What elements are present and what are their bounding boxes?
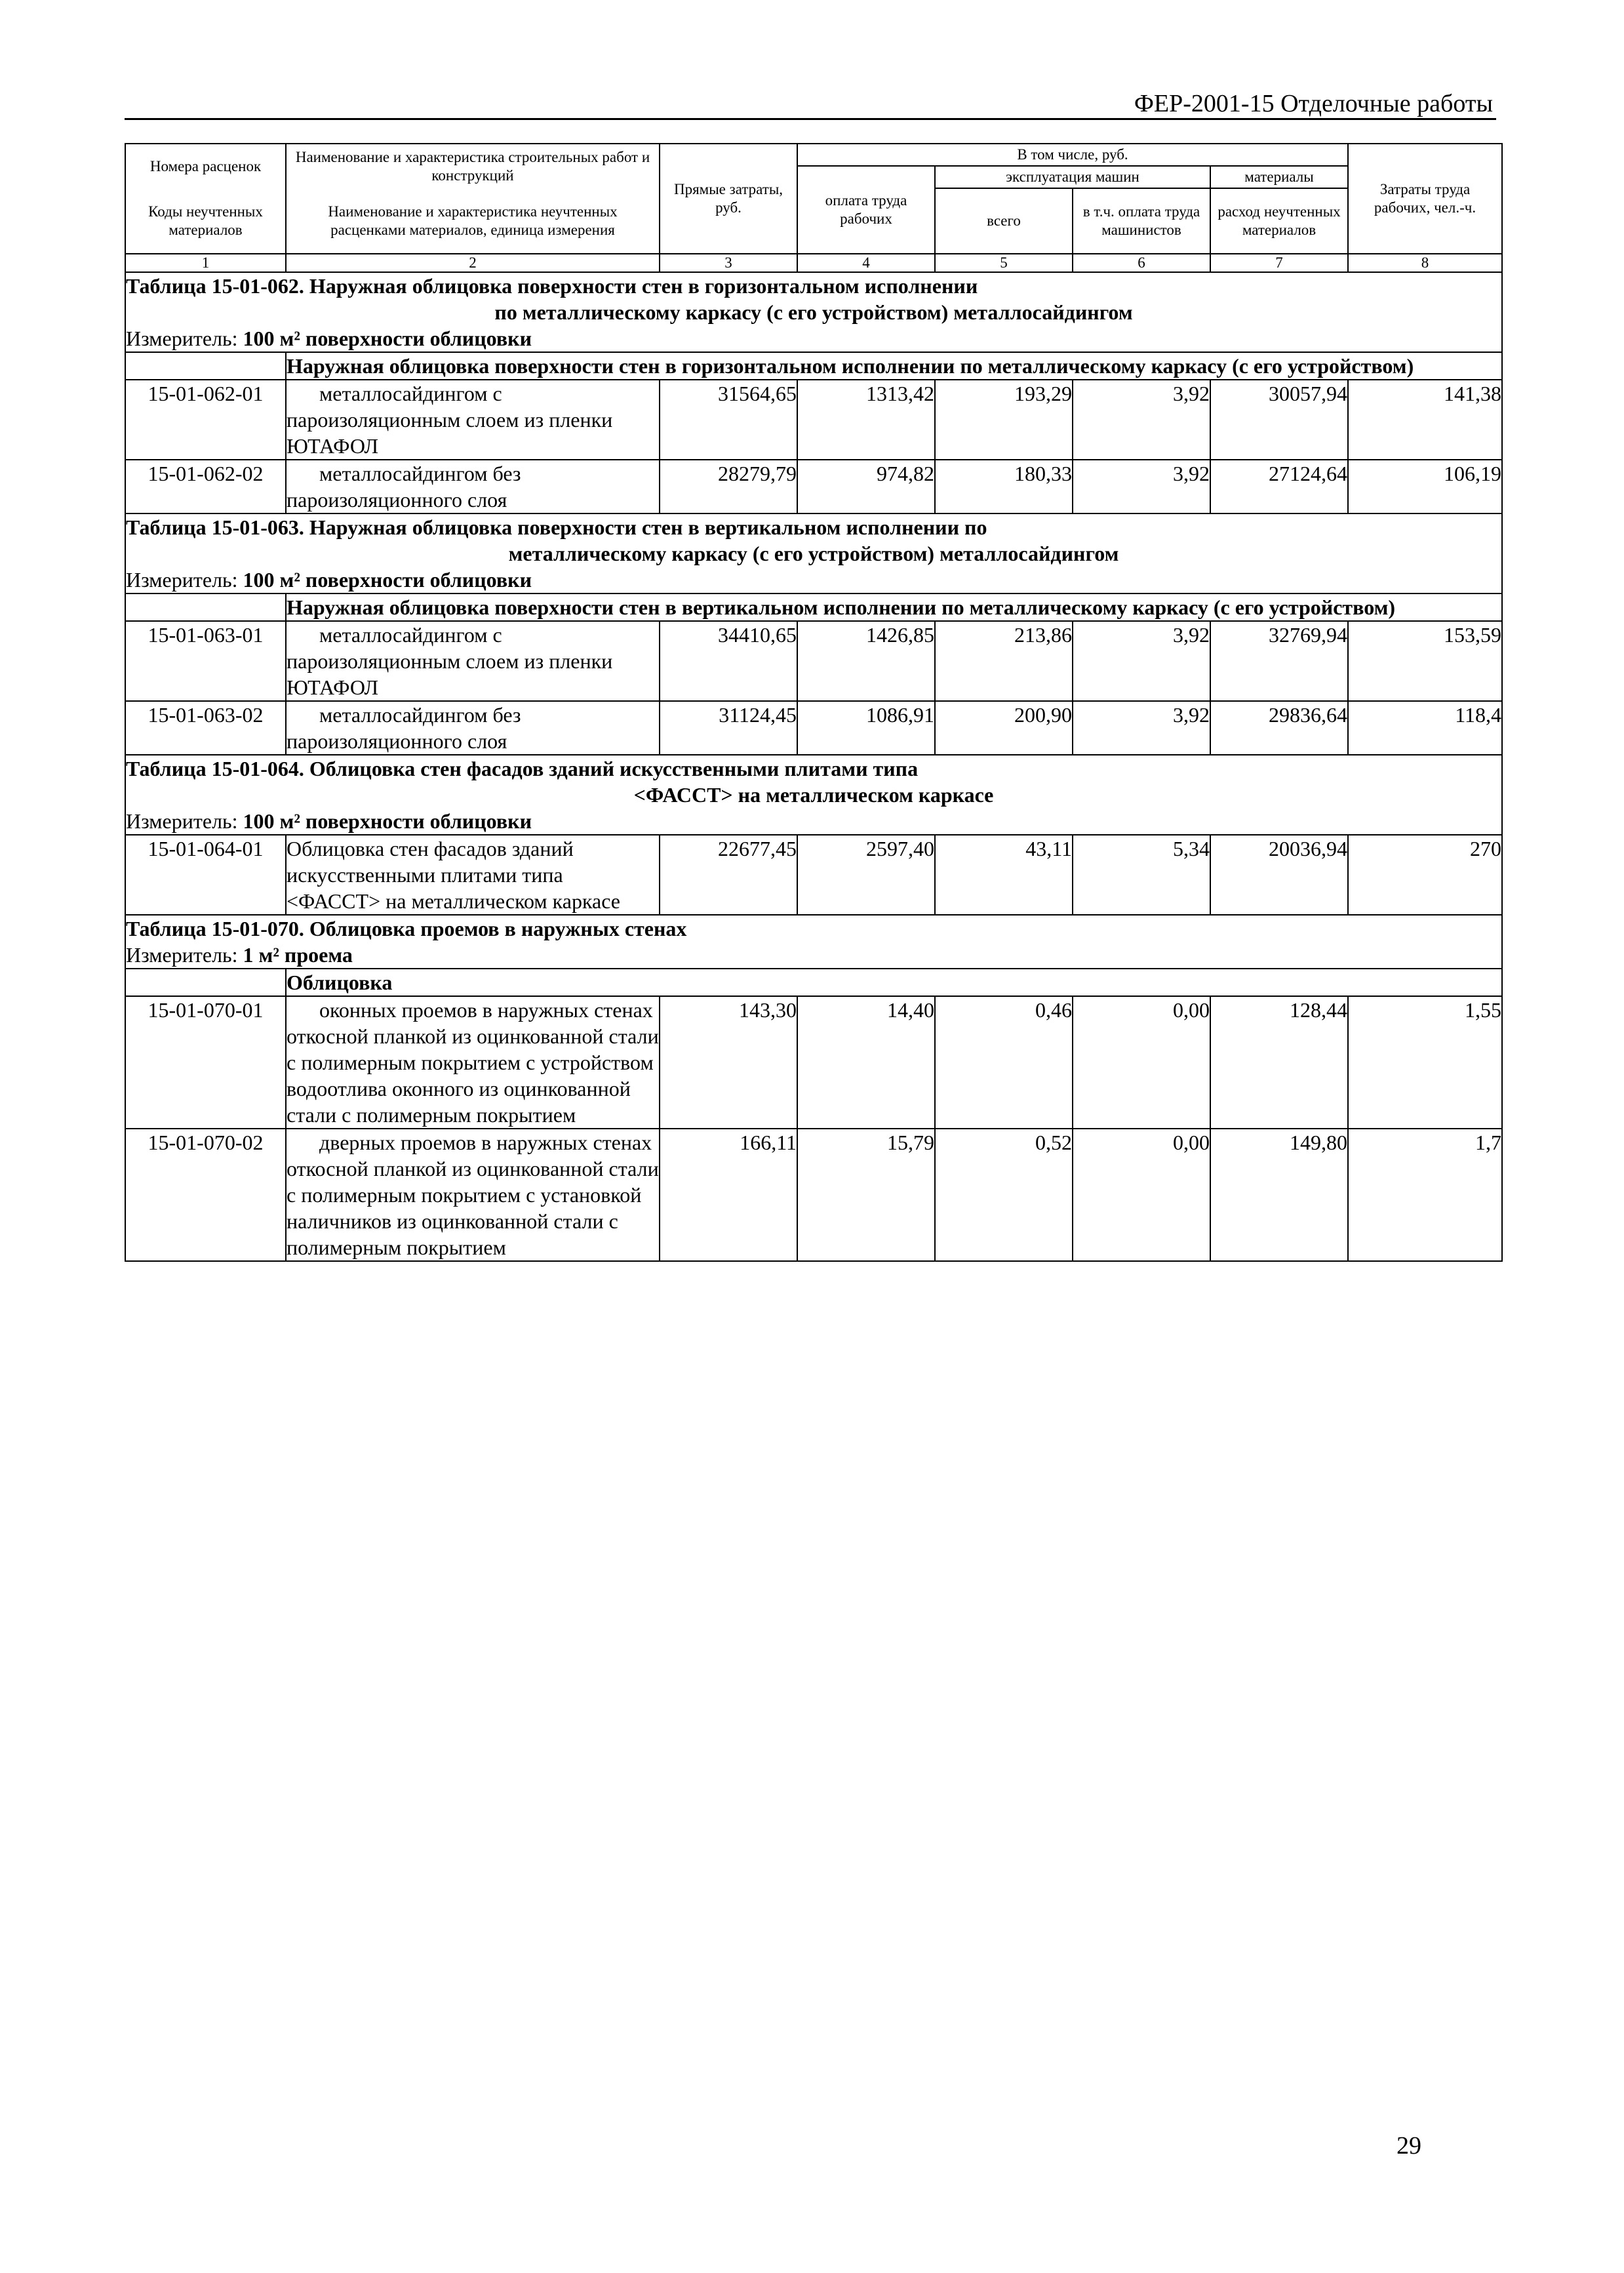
measure-unit: 1 м² проема <box>243 943 353 967</box>
labor-pay-value: 1426,85 <box>797 621 935 701</box>
labor-hours-value: 106,19 <box>1348 460 1502 513</box>
measure-label: Измеритель: <box>126 568 238 592</box>
measure-unit: 100 м² поверхности облицовки <box>243 568 532 592</box>
table-caption <box>125 755 1502 808</box>
labor-pay-value: 2597,40 <box>797 835 935 915</box>
table-row <box>125 621 1502 701</box>
table-caption <box>125 272 1502 325</box>
header-material-codes: Коды неучтенных материалов <box>125 188 286 254</box>
machines-total-value: 0,52 <box>935 1129 1073 1261</box>
header-group: В том числе, руб. <box>797 144 1348 166</box>
table-caption-continuation: <ФАССТ> на металлическом каркасе <box>633 783 994 807</box>
labor-pay-value: 974,82 <box>797 460 935 513</box>
table-row <box>125 701 1502 755</box>
table-row <box>125 1129 1502 1261</box>
column-number: 1 <box>125 254 286 272</box>
operators-pay-value: 3,92 <box>1073 380 1210 460</box>
table-caption-number: Таблица 15-01-062. <box>126 274 304 298</box>
materials-value: 20036,94 <box>1210 835 1348 915</box>
measure-label: Измеритель: <box>126 943 238 967</box>
rate-code: 15-01-063-02 <box>125 701 286 755</box>
table-caption-row <box>125 915 1502 942</box>
work-description: Облицовка стен фасадов зданий искусственными плитами типа <ФАССТ> на металлическом каркасе <box>286 835 660 915</box>
table-caption <box>125 513 1502 567</box>
work-description: оконных проемов в наружных стенах откосной планкой из оцинкованной стали с полимерным покрытием с устройством водоотлива оконного из оцинкованной стали с полимерным покрытием <box>286 996 660 1129</box>
column-number: 3 <box>660 254 797 272</box>
direct-costs-value: 22677,45 <box>660 835 797 915</box>
subheading-spacer <box>125 352 286 380</box>
measure-label: Измеритель: <box>126 327 238 350</box>
unit-of-measure <box>125 567 1502 593</box>
header-work-name: Наименование и характеристика строительных работ и конструкций <box>286 144 660 188</box>
materials-value: 128,44 <box>1210 996 1348 1129</box>
labor-hours-value: 118,4 <box>1348 701 1502 755</box>
section-subheading: Наружная облицовка поверхности стен в вертикальном исполнении по металлическому каркасу (с его устройством) <box>286 593 1502 621</box>
operators-pay-value: 5,34 <box>1073 835 1210 915</box>
work-description: дверных проемов в наружных стенах откосной планкой из оцинкованной стали с полимерным покрытием с установкой наличников из оцинкованной стали с полимерным покрытием <box>286 1129 660 1261</box>
table-caption-continuation: металлическому каркасу (с его устройством) металлосайдингом <box>508 542 1119 565</box>
labor-hours-value: 153,59 <box>1348 621 1502 701</box>
header-labor-pay: оплата труда рабочих <box>797 166 935 254</box>
table-caption-title: Облицовка стен фасадов зданий искусственными плитами типа <box>309 757 919 780</box>
unit-of-measure <box>125 325 1502 352</box>
measure-row <box>125 808 1502 835</box>
direct-costs-value: 166,11 <box>660 1129 797 1261</box>
labor-hours-value: 1,55 <box>1348 996 1502 1129</box>
column-number: 6 <box>1073 254 1210 272</box>
rate-code: 15-01-063-01 <box>125 621 286 701</box>
measure-row <box>125 325 1502 352</box>
subheading-spacer <box>125 969 286 996</box>
table-row <box>125 996 1502 1129</box>
table-caption-row <box>125 272 1502 325</box>
materials-value: 149,80 <box>1210 1129 1348 1261</box>
direct-costs-value: 28279,79 <box>660 460 797 513</box>
header-machines-total: всего <box>935 188 1073 254</box>
measure-label: Измеритель: <box>126 809 238 833</box>
table-body <box>125 272 1502 1261</box>
table-caption-title: Облицовка проемов в наружных стенах <box>309 917 687 940</box>
header-machines: эксплуатация машин <box>935 166 1210 188</box>
rate-code: 15-01-070-02 <box>125 1129 286 1261</box>
document-title: ФЕР-2001-15 Отделочные работы <box>1134 90 1493 117</box>
header-direct-costs: Прямые затраты, руб. <box>660 144 797 254</box>
table-caption <box>125 915 1502 942</box>
section-subheading: Облицовка <box>286 969 1502 996</box>
operators-pay-value: 3,92 <box>1073 460 1210 513</box>
measure-row <box>125 942 1502 969</box>
direct-costs-value: 143,30 <box>660 996 797 1129</box>
header-rate-numbers: Номера расценок <box>125 144 286 188</box>
table-row <box>125 835 1502 915</box>
table-caption-number: Таблица 15-01-070. <box>126 917 304 940</box>
header-unaccounted-materials: расход неучтенных материалов <box>1210 188 1348 254</box>
measure-row <box>125 567 1502 593</box>
table-caption-row <box>125 513 1502 567</box>
labor-hours-value: 1,7 <box>1348 1129 1502 1261</box>
column-number: 4 <box>797 254 935 272</box>
materials-value: 29836,64 <box>1210 701 1348 755</box>
operators-pay-value: 0,00 <box>1073 996 1210 1129</box>
table-header <box>125 144 1502 272</box>
work-description: металлосайдингом без пароизоляционного слоя <box>286 701 660 755</box>
work-description: металлосайдингом без пароизоляционного слоя <box>286 460 660 513</box>
operators-pay-value: 0,00 <box>1073 1129 1210 1261</box>
header-materials: материалы <box>1210 166 1348 188</box>
work-description: металлосайдингом с пароизоляционным слоем из пленки ЮТАФОЛ <box>286 621 660 701</box>
table-caption-title: Наружная облицовка поверхности стен в вертикальном исполнении по <box>309 515 987 539</box>
unit-of-measure <box>125 942 1502 969</box>
rate-code: 15-01-062-02 <box>125 460 286 513</box>
measure-unit: 100 м² поверхности облицовки <box>243 809 532 833</box>
table-caption-number: Таблица 15-01-064. <box>126 757 304 780</box>
materials-value: 32769,94 <box>1210 621 1348 701</box>
direct-costs-value: 31124,45 <box>660 701 797 755</box>
header-operators-pay: в т.ч. оплата труда машинистов <box>1073 188 1210 254</box>
machines-total-value: 180,33 <box>935 460 1073 513</box>
operators-pay-value: 3,92 <box>1073 621 1210 701</box>
table-caption-number: Таблица 15-01-063. <box>126 515 304 539</box>
subheading-row <box>125 352 1502 380</box>
section-subheading: Наружная облицовка поверхности стен в горизонтальном исполнении по металлическому каркасу (с его устройством) <box>286 352 1502 380</box>
rate-code: 15-01-062-01 <box>125 380 286 460</box>
materials-value: 30057,94 <box>1210 380 1348 460</box>
rate-code: 15-01-064-01 <box>125 835 286 915</box>
column-number: 8 <box>1348 254 1502 272</box>
machines-total-value: 213,86 <box>935 621 1073 701</box>
page-number: 29 <box>1396 2132 1421 2160</box>
direct-costs-value: 34410,65 <box>660 621 797 701</box>
machines-total-value: 200,90 <box>935 701 1073 755</box>
operators-pay-value: 3,92 <box>1073 701 1210 755</box>
table-caption-title: Наружная облицовка поверхности стен в горизонтальном исполнении <box>309 274 978 298</box>
header-material-names: Наименование и характеристика неучтенных расценками материалов, единица измерения <box>286 188 660 254</box>
labor-pay-value: 1313,42 <box>797 380 935 460</box>
table-caption-continuation: по металлическому каркасу (с его устройством) металлосайдингом <box>494 300 1133 324</box>
measure-unit: 100 м² поверхности облицовки <box>243 327 532 350</box>
column-number: 7 <box>1210 254 1348 272</box>
machines-total-value: 0,46 <box>935 996 1073 1129</box>
materials-value: 27124,64 <box>1210 460 1348 513</box>
header-labor-hours: Затраты труда рабочих, чел.-ч. <box>1348 144 1502 254</box>
rate-code: 15-01-070-01 <box>125 996 286 1129</box>
labor-pay-value: 1086,91 <box>797 701 935 755</box>
subheading-row <box>125 593 1502 621</box>
rates-table <box>125 143 1503 1262</box>
subheading-spacer <box>125 593 286 621</box>
table-caption-row <box>125 755 1502 808</box>
column-numbers-row <box>125 254 1502 272</box>
column-number: 5 <box>935 254 1073 272</box>
subheading-row <box>125 969 1502 996</box>
direct-costs-value: 31564,65 <box>660 380 797 460</box>
machines-total-value: 43,11 <box>935 835 1073 915</box>
work-description: металлосайдингом с пароизоляционным слоем из пленки ЮТАФОЛ <box>286 380 660 460</box>
labor-hours-value: 141,38 <box>1348 380 1502 460</box>
unit-of-measure <box>125 808 1502 835</box>
table-row <box>125 460 1502 513</box>
labor-pay-value: 14,40 <box>797 996 935 1129</box>
column-number: 2 <box>286 254 660 272</box>
machines-total-value: 193,29 <box>935 380 1073 460</box>
labor-pay-value: 15,79 <box>797 1129 935 1261</box>
header-rule <box>125 118 1496 120</box>
table-row <box>125 380 1502 460</box>
labor-hours-value: 270 <box>1348 835 1502 915</box>
